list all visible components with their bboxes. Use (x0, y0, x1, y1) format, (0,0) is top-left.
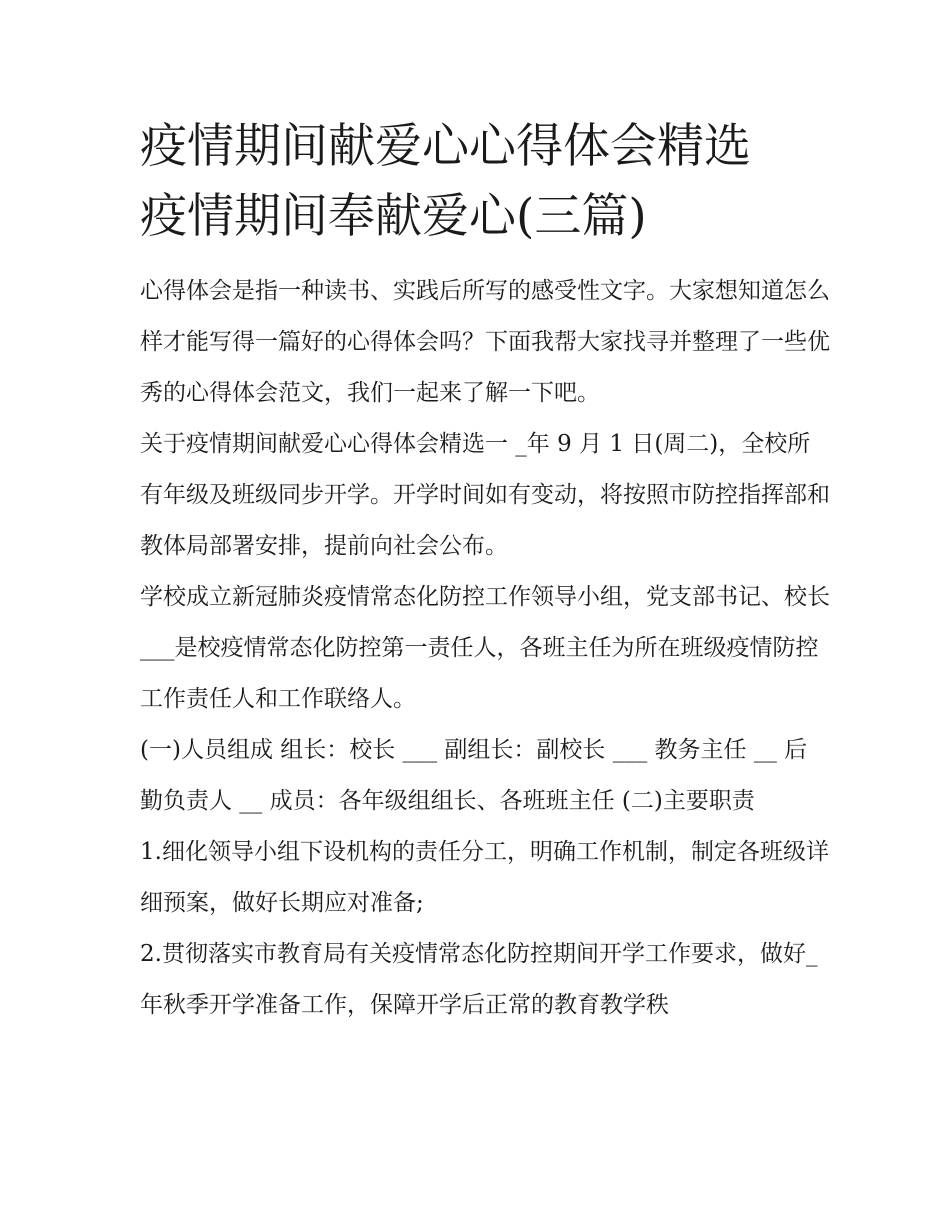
paragraph-personnel: (一)人员组成 组长：校长 ___ 副组长：副校长 ___ 教务主任 __ 后勤负责人 __ 成员：各年级组组长、各班班主任 (二)主要职责 (140, 737, 808, 814)
document-title (140, 112, 830, 252)
title-line-1: 疫情期间献爱心心得体会精选 (140, 119, 751, 174)
paragraph-leadership-group: 学校成立新冠肺炎疫情常态化防控工作领导小组，党支部书记、校长___是校疫情常态化防控第一责任人，各班主任为所在班级疫情防控工作责任人和工作联络人。 (140, 584, 830, 712)
paragraph-school-opening: 关于疫情期间献爱心心得体会精选一 _年 9 月 1 日(周二)，全校所有年级及班级同步开学。开学时间如有变动，将按照市防控指挥部和教体局部署安排，提前向社会公布。 (140, 431, 830, 559)
paragraph-duty-1: 1.细化领导小组下设机构的责任分工，明确工作机制，制定各班级详细预案，做好长期应对准备; (140, 839, 829, 916)
paragraph-intro: 心得体会是指一种读书、实践后所写的感受性文字。大家想知道怎么样才能写得一篇好的心得体会吗？下面我帮大家找寻并整理了一些优秀的心得体会范文，我们一起来了解一下吧。 (140, 278, 830, 406)
paragraph-duty-2: 2.贯彻落实市教育局有关疫情常态化防控期间开学工作要求，做好_年秋季开学准备工作，保障开学后正常的教育教学秩 (140, 941, 818, 1018)
title-line-2: 疫情期间奉献爱心(三篇) (140, 189, 647, 244)
document-body (140, 112, 830, 1031)
